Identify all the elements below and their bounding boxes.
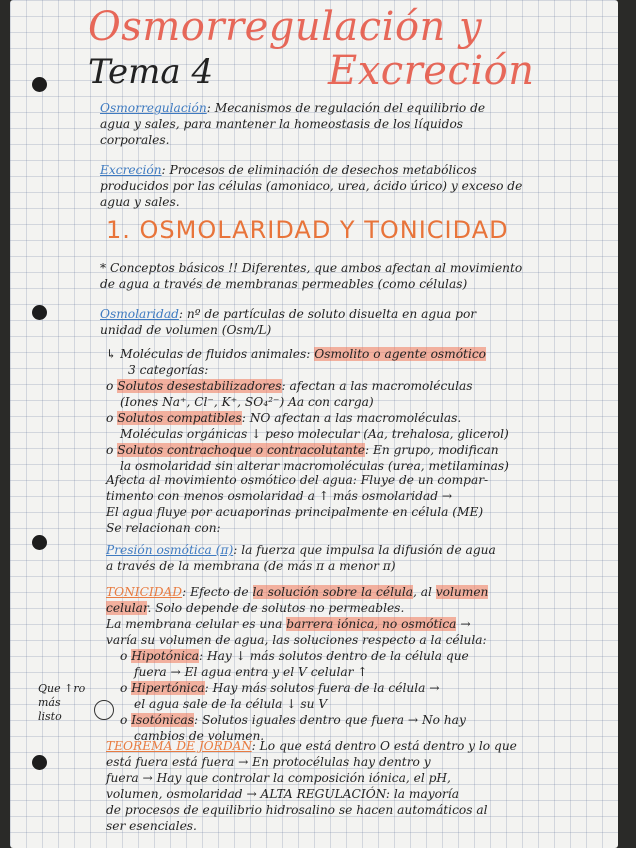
note-text: (Iones Na⁺, Cl⁻, K⁺, SO₄²⁻) Aa con carga) (120, 395, 374, 409)
section-title: 1. OSMOLARIDAD Y TONICIDAD (106, 216, 509, 244)
note-text: está fuera está fuera → En protocélulas hay dentro y (106, 755, 431, 769)
notebook-page (10, 0, 618, 848)
note-text: el agua sale de la célula ↓ su V (134, 697, 328, 711)
note-text: . Solo depende de solutos no permeables. (147, 601, 405, 615)
page-title-line2: Excreción (328, 48, 535, 94)
binder-hole (32, 77, 47, 92)
tonicidad-term: TONICIDAD (106, 585, 183, 599)
definition-text: unidad de volumen (Osm/L) (100, 323, 272, 337)
note-text: fuera → Hay que controlar la composición iónica, el pH, (106, 771, 451, 785)
isotonica-term: Isotónicas (131, 713, 194, 727)
jordan-block (106, 738, 517, 834)
smiley-doodle-icon (94, 700, 114, 720)
definition-text: corporales. (100, 133, 170, 147)
note-text: Se relacionan con: (106, 521, 221, 535)
margin-note (38, 682, 85, 724)
tonicidad-highlight: celular (106, 601, 148, 615)
osmolito-highlight: Osmolito o agente osmótico (314, 347, 487, 361)
osmorregulacion-term: Osmorregulación (100, 101, 207, 115)
osmorregulacion-definition (100, 100, 485, 148)
osmolaridad-term: Osmolaridad (100, 307, 179, 321)
afecta-block (106, 472, 488, 536)
osmolaridad-definition (100, 306, 476, 338)
binder-hole (32, 535, 47, 550)
note-text: 3 categorías: (128, 363, 209, 377)
note-text: : Hay ↓ más solutos dentro de la célula que (198, 649, 469, 663)
barrera-highlight: barrera iónica, no osmótica (286, 617, 457, 631)
binder-hole (32, 755, 47, 770)
note-text: : Efecto de (182, 585, 249, 599)
note-text: : Hay más solutos fuera de la célula → (204, 681, 440, 695)
definition-text: agua y sales. (100, 195, 180, 209)
note-text: la osmolaridad sin alterar macromoléculas (urea, metilaminas) (120, 459, 509, 473)
note-text: varía su volumen de agua, las soluciones respecto a la célula: (106, 633, 487, 647)
definition-text: : la fuerza que impulsa la difusión de agua (233, 543, 496, 557)
definition-text: : Procesos de eliminación de desechos metabólicos (161, 163, 477, 177)
excrecion-definition (100, 162, 522, 210)
margin-note-text: listo (38, 710, 62, 723)
margin-note-text: Que ↑ro (38, 682, 86, 695)
note-text: El agua fluye por acuaporinas principalmente en célula (ME) (106, 505, 484, 519)
category-term: Solutos desestabilizadores (117, 379, 282, 393)
note-text: timento con menos osmolaridad a ↑ más osmolaridad → (106, 489, 453, 503)
definition-text: a través de la membrana (de más π a menor π) (106, 559, 396, 573)
hipertonica-term: Hipertónica (131, 681, 205, 695)
presion-term: Presión osmótica (π) (106, 543, 234, 557)
tonicidad-block: TONICIDAD: Efecto de la solución sobre la célula, al volumen celular. Solo depende de solutos no permeables. La membrana celular es una barrera iónica, no osmótica → varía su volumen de agua, las soluciones respecto a la célula: o Hipotónica: Hay ↓ más solutos dentro de la célula que fuera → El agua entra y el V celular ↑ o Hipertónica: Hay más solutos fuera de la célula → el agua sale de la célula ↓ su V o Isotónicas: Solutos iguales dentro que fuera → No hay cambios de volumen. (106, 585, 489, 743)
note-text: * Conceptos básicos !! Diferentes, que ambos afectan al movimiento (100, 261, 523, 275)
note-text: ↳ Moléculas de fluidos animales: (106, 347, 311, 361)
presion-definition (106, 542, 496, 574)
note-text: cambios de volumen. (134, 729, 265, 743)
jordan-term: TEOREMA DE JORDAN (106, 739, 252, 753)
note-text: : NO afectan a las macromoléculas. (241, 411, 462, 425)
definition-text: agua y sales, para mantener la homeostasis de los líquidos (100, 117, 464, 131)
note-text: de agua a través de membranas permeables (como células) (100, 277, 468, 291)
note-text: volumen, osmolaridad → ALTA REGULACIÓN: la mayoría (106, 787, 459, 801)
bullet: o (106, 379, 114, 393)
page-title: Osmorregulación y (88, 4, 483, 50)
hipotonica-term: Hipotónica (131, 649, 199, 663)
definition-text: producidos por las células (amoniaco, urea, ácido úrico) y exceso de (100, 179, 523, 193)
excrecion-term: Excreción (100, 163, 162, 177)
margin-note-text: más (38, 696, 61, 709)
note-text: de procesos de equilibrio hidrosalino se hacen automáticos al (106, 803, 488, 817)
definition-text: : Mecanismos de regulación del equilibrio de (206, 101, 486, 115)
note-text: : En grupo, modifican (365, 443, 499, 457)
note-text: ser esenciales. (106, 819, 197, 833)
bullet: o (106, 443, 114, 457)
note-text: fuera → El agua entra y el V celular ↑ (134, 665, 368, 679)
definition-text: : nº de partículas de soluto disuelta en agua por (178, 307, 477, 321)
category-term: Solutos compatibles (117, 411, 242, 425)
binder-hole (32, 305, 47, 320)
note-text: La membrana celular es una (106, 617, 283, 631)
moleculas-block (106, 346, 509, 474)
note-text: , al (413, 585, 432, 599)
conceptos-note (100, 260, 522, 292)
note-text: → (460, 617, 471, 631)
category-term: Solutos contrachoque o contracolutante (117, 443, 366, 457)
tonicidad-highlight: volumen (435, 585, 489, 599)
note-text: Afecta al movimiento osmótico del agua: Fluye de un compar- (106, 473, 489, 487)
note-text: Moléculas orgánicas ↓ peso molecular (Aa, trehalosa, glicerol) (120, 427, 509, 441)
tonicidad-highlight: la solución sobre la célula (252, 585, 413, 599)
note-text: : Solutos iguales dentro que fuera → No hay (193, 713, 466, 727)
note-text: : afectan a las macromoléculas (281, 379, 473, 393)
note-text: : Lo que está dentro O está dentro y lo que (251, 739, 517, 753)
bullet: o (106, 411, 114, 425)
tema-label: Tema 4 (88, 52, 214, 92)
